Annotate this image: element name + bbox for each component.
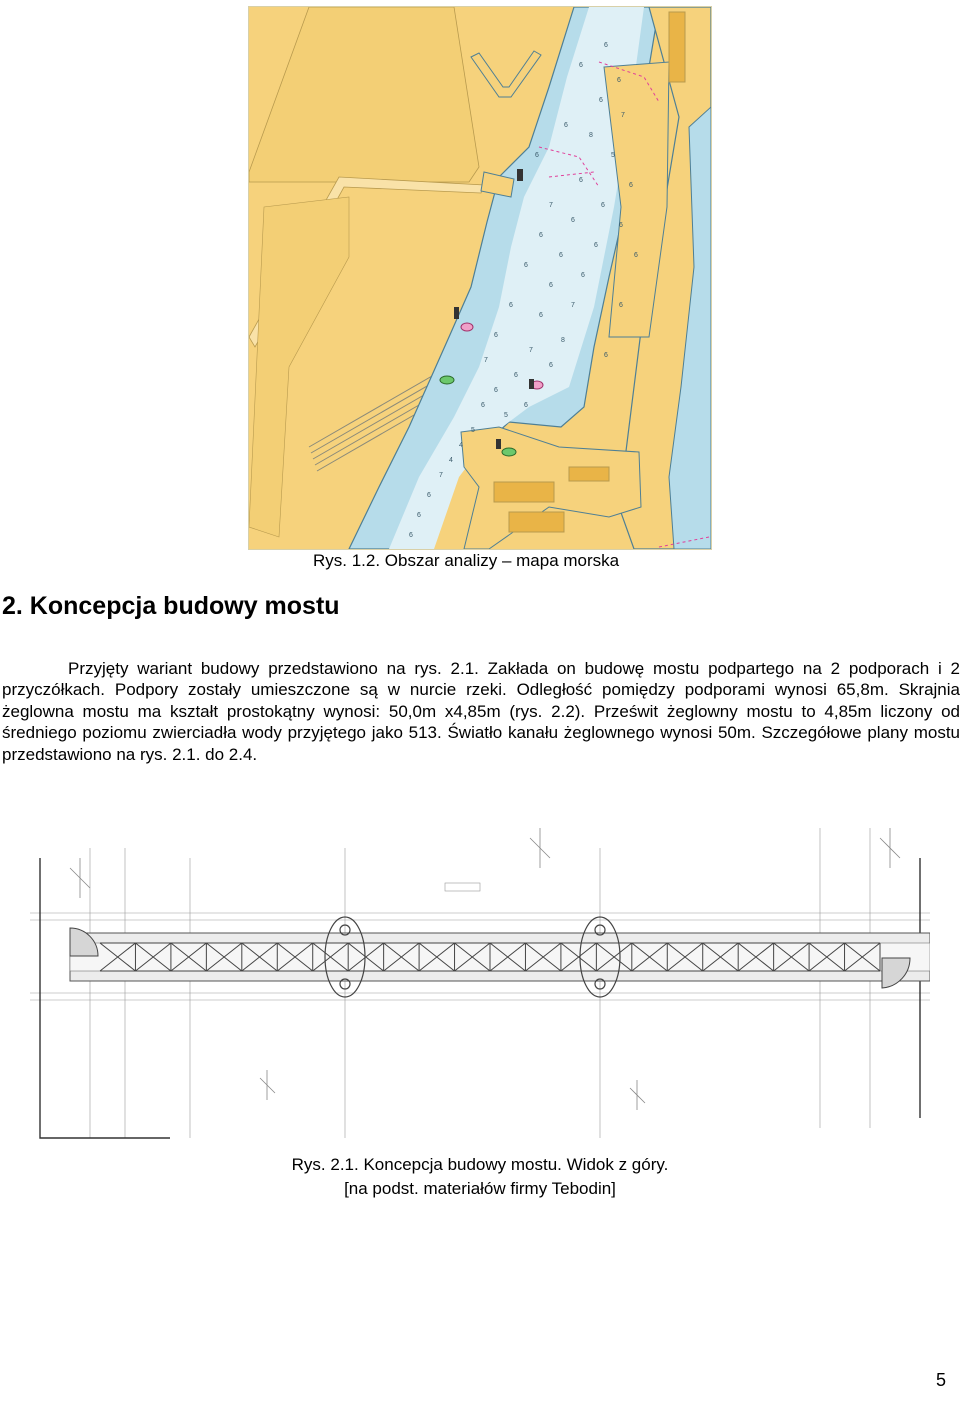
plan-gridlines: [30, 828, 930, 1138]
figure-1-caption: Rys. 1.2. Obszar analizy – mapa morska: [313, 551, 620, 570]
depth-label: 7: [439, 472, 443, 479]
paragraph-text: Przyjęty wariant budowy przedstawiono na rys. 2.1. Zakłada on budowę mostu podpartego na 2 podporach i 2 przyczółkach. Podpory zostały umieszczone są w nurcie rzeki. Odległość pomiędzy podporami wynosi 65,8m. Skrajnia żeglowna mostu ma kształt prostokątny wynosi: 50,0m x4,85m (rys. 2.2). Prześwit żeglowny mostu to 4,85m liczony od średniego poziomu zwierciadła wody przyjętego jako 513. Światło kanału żeglownego wynosi 50m. Szczegółowe plany mostu przedstawiono na rys. 2.1. do 2.4.: [2, 659, 960, 764]
depth-label: 6: [571, 217, 575, 224]
depth-label: 8: [561, 337, 565, 344]
depth-label: 4: [459, 442, 463, 449]
depth-label: 6: [604, 42, 608, 49]
depth-label: 6: [509, 302, 513, 309]
depth-label: 7: [484, 357, 488, 364]
depth-label: 4: [449, 457, 453, 464]
page-number: 5: [936, 1370, 947, 1390]
harbour-building-1: [494, 482, 554, 502]
section-paragraph: [2, 658, 960, 765]
depth-label: 6: [417, 512, 421, 519]
depth-label: 6: [564, 122, 568, 129]
right-building: [669, 12, 685, 82]
harbour-building-2: [509, 512, 564, 532]
plan-border: [40, 858, 920, 1138]
depth-label: 6: [514, 372, 518, 379]
depth-label: 6: [581, 272, 585, 279]
bridge-deck-inner: [70, 943, 930, 971]
depth-label: 6: [619, 222, 623, 229]
depth-label: 7: [529, 347, 533, 354]
depth-label: 6: [604, 352, 608, 359]
depth-label: 5: [611, 152, 615, 159]
section-heading: 2. Koncepcja budowy mostu: [2, 592, 340, 620]
nautical-chart-map: [248, 6, 712, 550]
depth-label: 6: [549, 282, 553, 289]
bridge-plan-drawing: [30, 818, 930, 1143]
depth-label: 6: [599, 97, 603, 104]
depth-label: 5: [504, 412, 508, 419]
depth-label: 6: [535, 152, 539, 159]
depth-label: 6: [524, 402, 528, 409]
depth-label: 6: [579, 177, 583, 184]
depth-label: 6: [539, 312, 543, 319]
depth-label: 6: [539, 232, 543, 239]
depth-label: 6: [619, 302, 623, 309]
depth-label: 6: [494, 332, 498, 339]
figure-2-source: [na podst. materiałów firmy Tebodin]: [344, 1179, 616, 1198]
depth-label: 7: [621, 112, 625, 119]
depth-label: 7: [571, 302, 575, 309]
depth-label: 6: [494, 387, 498, 394]
depth-label: 6: [409, 532, 413, 539]
depth-label: 6: [617, 77, 621, 84]
depth-label: 6: [579, 62, 583, 69]
figure-2-caption: Rys. 2.1. Koncepcja budowy mostu. Widok z góry.: [291, 1155, 669, 1174]
depth-label: 6: [549, 362, 553, 369]
depth-label: 6: [559, 252, 563, 259]
depth-label: 5: [471, 427, 475, 434]
depth-label: 8: [589, 132, 593, 139]
depth-label: 6: [629, 182, 633, 189]
depth-label: 6: [594, 242, 598, 249]
depth-label: 6: [481, 402, 485, 409]
depth-label: 7: [549, 202, 553, 209]
depth-label: 6: [634, 252, 638, 259]
depth-label: 6: [601, 202, 605, 209]
title-label-box: [445, 883, 480, 891]
harbour-building-3: [569, 467, 609, 481]
depth-label: 6: [427, 492, 431, 499]
depth-label: 6: [524, 262, 528, 269]
